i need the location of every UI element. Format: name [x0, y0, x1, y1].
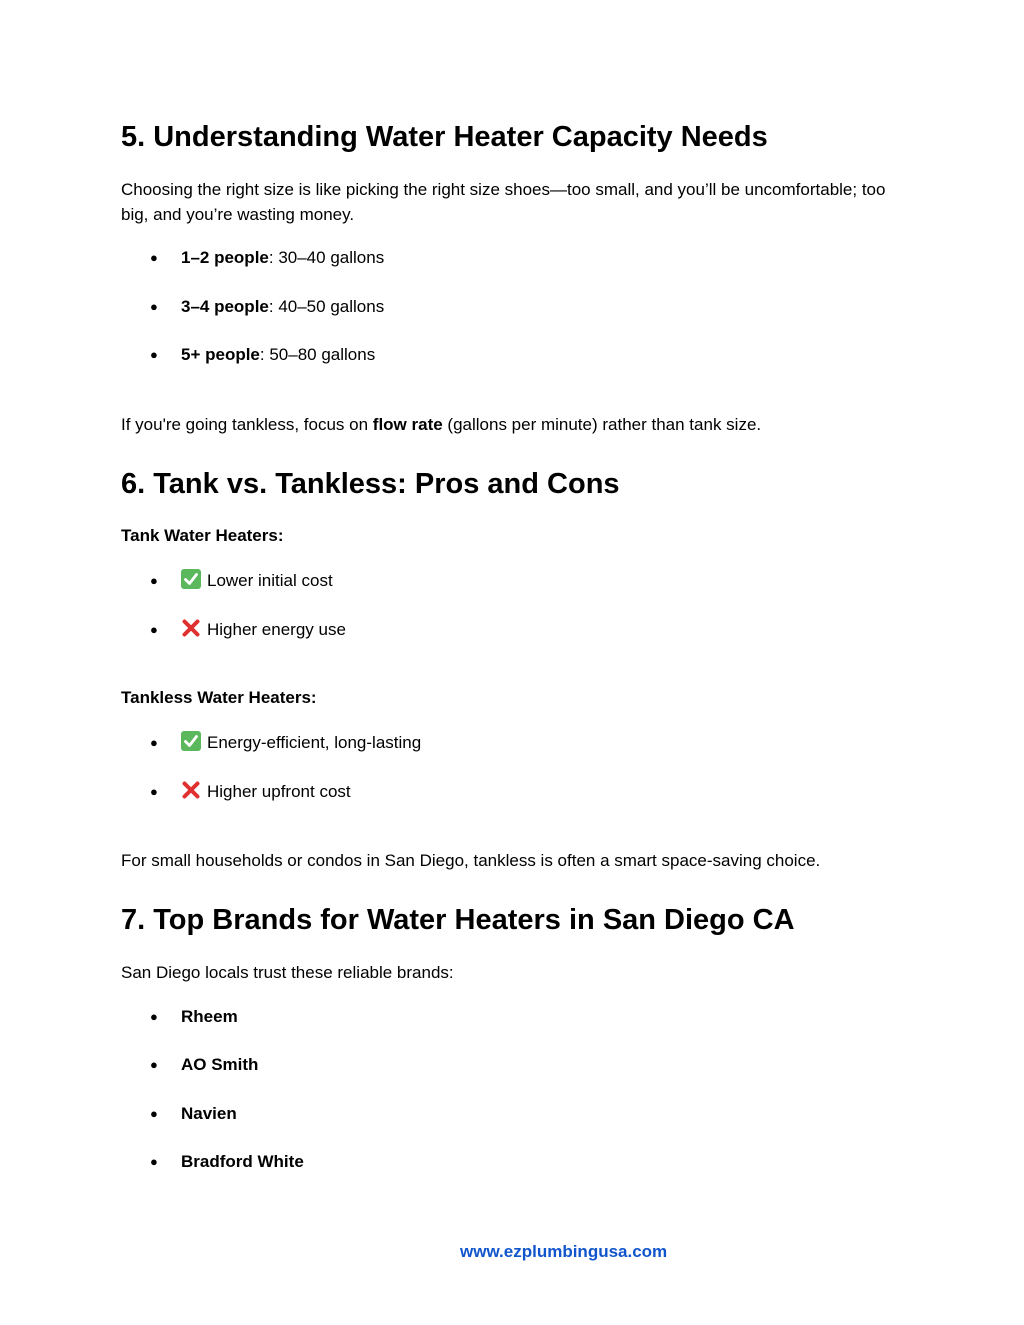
list-item [0, 1053, 1024, 1077]
bullet-icon: ● [150, 299, 158, 314]
footer-website-link[interactable]: www.ezplumbingusa.com [460, 1242, 668, 1261]
section-6-note: For small households or condos in San Diego, tankless is often a smart space-saving choice. [121, 851, 821, 870]
bullet-icon: ● [150, 1057, 158, 1072]
note-text-after: (gallons per minute) rather than tank size. [442, 415, 762, 434]
list-item [0, 1150, 1024, 1174]
capacity-value: : 40–50 gallons [268, 297, 385, 316]
section-7-intro: San Diego locals trust these reliable brands: [121, 963, 454, 982]
brand-name: Bradford White [181, 1152, 304, 1171]
section-6-heading: 6. Tank vs. Tankless: Pros and Cons [121, 468, 620, 500]
list-item [0, 343, 1024, 367]
brand-name: Navien [181, 1104, 237, 1123]
brand-name: AO Smith [181, 1055, 259, 1074]
capacity-label: 3–4 people [181, 297, 269, 316]
bullet-icon: ● [150, 1106, 158, 1121]
check-mark-icon [181, 731, 201, 751]
list-item [0, 780, 1024, 804]
bullet-icon: ● [150, 784, 158, 799]
section-5-heading: 5. Understanding Water Heater Capacity Needs [121, 121, 768, 153]
list-item [0, 618, 1024, 642]
bullet-icon: ● [150, 573, 158, 588]
capacity-value: : 50–80 gallons [259, 345, 376, 364]
bullet-icon: ● [150, 1009, 158, 1024]
cross-mark-icon [181, 780, 201, 800]
tank-subheading: Tank Water Heaters: [121, 526, 284, 545]
list-item [0, 731, 1024, 755]
section-5-note [121, 412, 911, 437]
brand-name: Rheem [181, 1007, 238, 1026]
check-mark-icon [181, 569, 201, 589]
bullet-icon: ● [150, 250, 158, 265]
capacity-value: : 30–40 gallons [268, 248, 385, 267]
bullet-icon: ● [150, 735, 158, 750]
bullet-icon: ● [150, 347, 158, 362]
tankless-subheading: Tankless Water Heaters: [121, 688, 317, 707]
section-5-intro: Choosing the right size is like picking the right size shoes—too small, and you’ll be uncomfortable; too big, and you’re wasting money. [121, 180, 886, 224]
section-7-heading: 7. Top Brands for Water Heaters in San Diego CA [121, 904, 795, 936]
list-item [0, 569, 1024, 593]
list-item [0, 246, 1024, 270]
cross-mark-icon [181, 618, 201, 638]
tank-con-text: Higher energy use [207, 620, 346, 639]
list-item [0, 295, 1024, 319]
capacity-label: 5+ people [181, 345, 260, 364]
bullet-icon: ● [150, 1154, 158, 1169]
list-item [0, 1005, 1024, 1029]
note-text-before: If you're going tankless, focus on [121, 415, 373, 434]
capacity-label: 1–2 people [181, 248, 269, 267]
bullet-icon: ● [150, 622, 158, 637]
tank-pro-text: Lower initial cost [207, 571, 333, 590]
tankless-pro-text: Energy-efficient, long-lasting [207, 733, 422, 752]
list-item [0, 1102, 1024, 1126]
tankless-con-text: Higher upfront cost [207, 782, 351, 801]
note-text-bold: flow rate [372, 415, 443, 434]
